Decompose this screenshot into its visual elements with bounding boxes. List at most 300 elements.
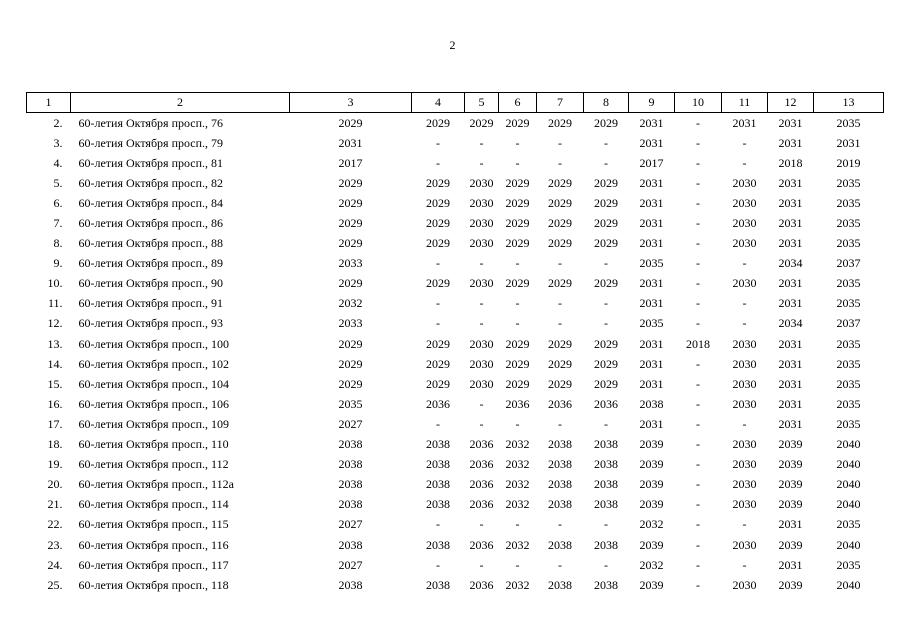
cell-col-4: 2038 bbox=[426, 537, 450, 552]
cell-col-13: 2040 bbox=[836, 437, 861, 452]
cell-col-12: 2034 bbox=[778, 316, 803, 331]
column-header: 3 bbox=[290, 93, 412, 113]
cell-col-11: - bbox=[742, 256, 747, 271]
cell-col-12: 2031 bbox=[778, 175, 803, 190]
cell-col-6: 2029 bbox=[505, 195, 530, 210]
cell-col-6: 2029 bbox=[505, 356, 530, 371]
table-row bbox=[27, 394, 884, 414]
cell-row-number: 21. bbox=[47, 497, 63, 512]
cell-col-9: 2017 bbox=[639, 155, 664, 170]
cell-col-3: 2031 bbox=[338, 135, 363, 150]
cell-address: 60-летия Октября просп., 81 bbox=[78, 155, 224, 170]
cell-col-7: - bbox=[558, 557, 562, 572]
cell-col-12: 2031 bbox=[778, 135, 803, 150]
cell-address: 60-летия Октября просп., 114 bbox=[78, 497, 229, 512]
cell-col-10: - bbox=[696, 477, 700, 492]
cell-col-5: 2036 bbox=[469, 477, 494, 492]
cell-col-7: - bbox=[558, 517, 562, 532]
cell-col-12: 2031 bbox=[778, 195, 803, 210]
cell-address: 60-летия Октября просп., 79 bbox=[78, 135, 224, 150]
cell-col-7: 2038 bbox=[548, 477, 572, 492]
cell-col-6: 2032 bbox=[505, 537, 530, 552]
column-header: 1 bbox=[27, 93, 71, 113]
table-row bbox=[27, 414, 884, 434]
table-row bbox=[27, 113, 884, 134]
cell-col-3: 2027 bbox=[338, 517, 363, 532]
cell-col-12: 2039 bbox=[778, 477, 803, 492]
cell-col-4: - bbox=[436, 316, 440, 331]
cell-col-9: 2039 bbox=[639, 437, 664, 452]
table-row bbox=[27, 314, 884, 334]
cell-col-8: 2029 bbox=[594, 236, 618, 251]
cell-col-5: - bbox=[479, 135, 484, 150]
cell-col-13: 2035 bbox=[836, 216, 861, 231]
cell-col-11: 2030 bbox=[732, 477, 757, 492]
cell-col-12: 2031 bbox=[778, 416, 803, 431]
cell-col-13: 2035 bbox=[836, 296, 861, 311]
cell-col-4: 2038 bbox=[426, 457, 450, 472]
cell-col-12: 2018 bbox=[778, 155, 803, 170]
cell-col-11: - bbox=[742, 557, 747, 572]
cell-address: 60-летия Октября просп., 93 bbox=[78, 316, 224, 331]
column-header: 10 bbox=[675, 93, 722, 113]
cell-col-6: 2032 bbox=[505, 477, 530, 492]
cell-address: 60-летия Октября просп., 112 bbox=[78, 457, 229, 472]
cell-col-11: 2031 bbox=[732, 115, 757, 130]
table-row bbox=[27, 374, 884, 394]
cell-col-9: 2032 bbox=[639, 517, 664, 532]
cell-col-11: - bbox=[742, 135, 747, 150]
table-row bbox=[27, 173, 884, 193]
cell-col-5: - bbox=[479, 155, 484, 170]
cell-col-10: - bbox=[696, 195, 700, 210]
cell-col-8: 2029 bbox=[594, 175, 618, 190]
cell-col-10: 2018 bbox=[686, 336, 710, 351]
cell-col-8: - bbox=[604, 517, 608, 532]
cell-col-10: - bbox=[696, 256, 700, 271]
cell-col-6: 2029 bbox=[505, 216, 530, 231]
cell-col-11: 2030 bbox=[732, 577, 757, 592]
table-row bbox=[27, 334, 884, 354]
cell-col-7: 2038 bbox=[548, 497, 572, 512]
cell-col-13: 2019 bbox=[836, 155, 861, 170]
cell-row-number: 16. bbox=[47, 396, 63, 411]
cell-col-8: 2029 bbox=[594, 376, 618, 391]
cell-col-6: 2029 bbox=[505, 276, 530, 291]
cell-col-4: 2029 bbox=[426, 236, 450, 251]
cell-row-number: 3. bbox=[53, 135, 63, 150]
table-row bbox=[27, 234, 884, 254]
cell-row-number: 18. bbox=[47, 437, 63, 452]
column-header: 2 bbox=[71, 93, 290, 113]
cell-col-13: 2035 bbox=[836, 175, 861, 190]
cell-row-number: 25. bbox=[47, 577, 63, 592]
cell-address: 60-летия Октября просп., 115 bbox=[78, 517, 229, 532]
cell-col-8: 2038 bbox=[594, 577, 618, 592]
cell-col-5: 2036 bbox=[469, 497, 494, 512]
cell-col-8: 2029 bbox=[594, 336, 618, 351]
table-row bbox=[27, 435, 884, 455]
cell-col-4: 2038 bbox=[426, 497, 450, 512]
cell-col-4: 2038 bbox=[426, 437, 450, 452]
cell-col-9: 2031 bbox=[639, 175, 664, 190]
column-header: 5 bbox=[465, 93, 499, 113]
cell-col-12: 2031 bbox=[778, 396, 803, 411]
cell-col-3: 2038 bbox=[338, 457, 363, 472]
cell-col-13: 2040 bbox=[836, 577, 861, 592]
cell-col-10: - bbox=[696, 236, 700, 251]
cell-col-3: 2029 bbox=[338, 115, 363, 130]
cell-col-7: 2036 bbox=[548, 396, 572, 411]
table-row bbox=[27, 535, 884, 555]
cell-col-3: 2029 bbox=[338, 376, 363, 391]
cell-address: 60-летия Октября просп., 106 bbox=[78, 396, 230, 411]
table-body bbox=[27, 113, 884, 596]
cell-col-6: 2029 bbox=[505, 336, 530, 351]
cell-col-6: 2036 bbox=[505, 396, 530, 411]
cell-col-7: - bbox=[558, 155, 562, 170]
cell-col-8: 2038 bbox=[594, 477, 618, 492]
cell-col-4: - bbox=[436, 296, 440, 311]
cell-col-13: 2040 bbox=[836, 537, 861, 552]
cell-col-4: 2029 bbox=[426, 376, 450, 391]
cell-col-5: - bbox=[479, 296, 484, 311]
cell-col-3: 2033 bbox=[338, 256, 363, 271]
cell-col-6: 2029 bbox=[505, 115, 530, 130]
cell-col-5: 2030 bbox=[469, 195, 494, 210]
cell-col-11: 2030 bbox=[732, 195, 757, 210]
cell-col-4: - bbox=[436, 517, 440, 532]
cell-col-8: - bbox=[604, 416, 608, 431]
cell-col-12: 2031 bbox=[778, 356, 803, 371]
cell-col-3: 2029 bbox=[338, 336, 363, 351]
cell-row-number: 2. bbox=[53, 115, 63, 130]
cell-col-5: 2030 bbox=[469, 376, 494, 391]
cell-address: 60-летия Октября просп., 112а bbox=[78, 477, 234, 492]
cell-col-3: 2038 bbox=[338, 537, 363, 552]
cell-col-8: - bbox=[604, 256, 608, 271]
cell-col-7: - bbox=[558, 296, 562, 311]
cell-row-number: 8. bbox=[53, 236, 63, 251]
table-row bbox=[27, 193, 884, 213]
cell-col-11: - bbox=[742, 155, 747, 170]
cell-address: 60-летия Октября просп., 86 bbox=[78, 216, 224, 231]
cell-col-4: 2029 bbox=[426, 115, 450, 130]
cell-col-11: - bbox=[742, 296, 747, 311]
cell-col-3: 2032 bbox=[338, 296, 363, 311]
column-header: 7 bbox=[537, 93, 584, 113]
header-row bbox=[27, 93, 884, 113]
cell-col-8: 2038 bbox=[594, 457, 618, 472]
cell-col-10: - bbox=[696, 517, 700, 532]
cell-row-number: 23. bbox=[47, 537, 63, 552]
table-row bbox=[27, 354, 884, 374]
cell-address: 60-летия Октября просп., 76 bbox=[78, 115, 224, 130]
cell-col-11: 2030 bbox=[732, 216, 757, 231]
cell-col-4: - bbox=[436, 416, 440, 431]
cell-col-3: 2038 bbox=[338, 477, 363, 492]
cell-col-8: 2038 bbox=[594, 537, 618, 552]
cell-col-9: 2031 bbox=[639, 376, 664, 391]
cell-col-12: 2039 bbox=[778, 577, 803, 592]
cell-row-number: 12. bbox=[47, 316, 63, 331]
cell-col-10: - bbox=[696, 376, 700, 391]
cell-col-8: 2038 bbox=[594, 497, 618, 512]
cell-col-13: 2035 bbox=[836, 557, 861, 572]
cell-col-6: - bbox=[515, 135, 520, 150]
cell-address: 60-летия Октября просп., 91 bbox=[78, 296, 224, 311]
cell-col-8: 2029 bbox=[594, 115, 618, 130]
cell-col-9: 2039 bbox=[639, 457, 664, 472]
cell-col-6: 2029 bbox=[505, 236, 530, 251]
cell-col-13: 2031 bbox=[836, 135, 861, 150]
cell-col-8: - bbox=[604, 296, 608, 311]
cell-col-4: 2038 bbox=[426, 577, 450, 592]
cell-col-5: 2036 bbox=[469, 577, 494, 592]
cell-col-12: 2034 bbox=[778, 256, 803, 271]
cell-col-12: 2031 bbox=[778, 115, 803, 130]
cell-address: 60-летия Октября просп., 90 bbox=[78, 276, 224, 291]
cell-col-13: 2040 bbox=[836, 457, 861, 472]
cell-col-3: 2038 bbox=[338, 577, 363, 592]
cell-col-12: 2039 bbox=[778, 497, 803, 512]
cell-col-8: 2036 bbox=[594, 396, 618, 411]
cell-col-5: 2030 bbox=[469, 276, 494, 291]
cell-col-11: 2030 bbox=[732, 457, 757, 472]
cell-col-10: - bbox=[696, 396, 700, 411]
cell-col-10: - bbox=[696, 437, 700, 452]
cell-col-9: 2031 bbox=[639, 195, 664, 210]
page-number: 2 bbox=[449, 38, 456, 52]
cell-col-11: 2030 bbox=[732, 437, 757, 452]
cell-col-4: - bbox=[436, 135, 440, 150]
cell-col-3: 2029 bbox=[338, 276, 363, 291]
cell-row-number: 19. bbox=[47, 457, 63, 472]
cell-row-number: 5. bbox=[53, 175, 63, 190]
cell-row-number: 13. bbox=[47, 336, 63, 351]
cell-col-10: - bbox=[696, 175, 700, 190]
cell-row-number: 7. bbox=[53, 216, 63, 231]
cell-col-6: - bbox=[515, 296, 520, 311]
table-row bbox=[27, 475, 884, 495]
cell-col-9: 2039 bbox=[639, 497, 664, 512]
cell-col-6: 2032 bbox=[505, 457, 530, 472]
cell-col-10: - bbox=[696, 416, 700, 431]
cell-col-9: 2031 bbox=[639, 356, 664, 371]
cell-col-10: - bbox=[696, 577, 700, 592]
cell-address: 60-летия Октября просп., 109 bbox=[78, 416, 230, 431]
cell-col-7: 2029 bbox=[548, 216, 572, 231]
cell-col-3: 2029 bbox=[338, 195, 363, 210]
cell-col-4: 2029 bbox=[426, 336, 450, 351]
cell-col-7: 2038 bbox=[548, 577, 572, 592]
cell-col-13: 2035 bbox=[836, 376, 861, 391]
column-header: 9 bbox=[629, 93, 675, 113]
cell-col-3: 2017 bbox=[338, 155, 363, 170]
cell-row-number: 11. bbox=[47, 296, 63, 311]
cell-col-8: 2038 bbox=[594, 437, 618, 452]
cell-col-8: 2029 bbox=[594, 356, 618, 371]
cell-col-3: 2029 bbox=[338, 236, 363, 251]
cell-col-4: 2029 bbox=[426, 276, 450, 291]
cell-col-7: 2029 bbox=[548, 236, 572, 251]
cell-col-9: 2031 bbox=[639, 135, 664, 150]
cell-col-3: 2033 bbox=[338, 316, 363, 331]
cell-address: 60-летия Октября просп., 102 bbox=[78, 356, 230, 371]
cell-col-5: - bbox=[479, 557, 484, 572]
table-row bbox=[27, 455, 884, 475]
cell-col-6: 2032 bbox=[505, 577, 530, 592]
cell-col-11: 2030 bbox=[732, 175, 757, 190]
cell-col-7: - bbox=[558, 316, 562, 331]
cell-col-10: - bbox=[696, 316, 700, 331]
cell-col-5: - bbox=[479, 256, 484, 271]
cell-col-11: 2030 bbox=[732, 537, 757, 552]
cell-col-5: 2030 bbox=[469, 356, 494, 371]
cell-col-13: 2035 bbox=[836, 336, 861, 351]
cell-row-number: 6. bbox=[53, 195, 63, 210]
cell-col-13: 2035 bbox=[836, 416, 861, 431]
cell-col-13: 2040 bbox=[836, 477, 861, 492]
cell-col-7: - bbox=[558, 416, 562, 431]
cell-col-5: 2030 bbox=[469, 175, 494, 190]
cell-col-10: - bbox=[696, 497, 700, 512]
cell-col-9: 2031 bbox=[639, 236, 664, 251]
cell-col-4: 2029 bbox=[426, 175, 450, 190]
cell-col-7: 2029 bbox=[548, 336, 572, 351]
cell-col-6: 2032 bbox=[505, 497, 530, 512]
cell-col-8: - bbox=[604, 135, 608, 150]
cell-col-4: 2029 bbox=[426, 195, 450, 210]
cell-col-9: 2035 bbox=[639, 316, 664, 331]
cell-col-9: 2039 bbox=[639, 477, 664, 492]
cell-col-13: 2035 bbox=[836, 356, 861, 371]
cell-col-13: 2035 bbox=[836, 276, 861, 291]
cell-col-7: 2038 bbox=[548, 537, 572, 552]
cell-col-11: - bbox=[742, 316, 747, 331]
cell-col-7: 2029 bbox=[548, 376, 572, 391]
cell-col-7: 2029 bbox=[548, 195, 572, 210]
cell-col-9: 2039 bbox=[639, 577, 664, 592]
cell-col-5: 2036 bbox=[469, 457, 494, 472]
cell-col-6: 2029 bbox=[505, 175, 530, 190]
cell-col-8: - bbox=[604, 316, 608, 331]
cell-col-12: 2031 bbox=[778, 336, 803, 351]
cell-address: 60-летия Октября просп., 110 bbox=[78, 437, 229, 452]
cell-col-8: 2029 bbox=[594, 216, 618, 231]
cell-col-6: - bbox=[515, 557, 520, 572]
cell-address: 60-летия Октября просп., 117 bbox=[78, 557, 229, 572]
cell-col-9: 2035 bbox=[639, 256, 664, 271]
cell-col-3: 2029 bbox=[338, 216, 363, 231]
cell-col-12: 2031 bbox=[778, 236, 803, 251]
cell-col-5: 2030 bbox=[469, 336, 494, 351]
cell-row-number: 24. bbox=[47, 557, 63, 572]
table-row bbox=[27, 133, 884, 153]
cell-col-9: 2031 bbox=[639, 416, 664, 431]
cell-col-5: 2030 bbox=[469, 236, 494, 251]
cell-row-number: 10. bbox=[47, 276, 63, 291]
cell-address: 60-летия Октября просп., 118 bbox=[78, 577, 229, 592]
cell-col-5: 2030 bbox=[469, 216, 494, 231]
cell-col-10: - bbox=[696, 135, 700, 150]
cell-col-4: 2029 bbox=[426, 216, 450, 231]
column-header: 12 bbox=[768, 93, 814, 113]
cell-col-8: 2029 bbox=[594, 195, 618, 210]
cell-col-10: - bbox=[696, 216, 700, 231]
cell-col-6: - bbox=[515, 416, 520, 431]
cell-col-7: 2038 bbox=[548, 437, 572, 452]
cell-col-6: 2029 bbox=[505, 376, 530, 391]
cell-address: 60-летия Октября просп., 88 bbox=[78, 236, 224, 251]
column-header: 11 bbox=[722, 93, 768, 113]
cell-col-9: 2031 bbox=[639, 296, 664, 311]
cell-col-10: - bbox=[696, 557, 700, 572]
cell-col-12: 2031 bbox=[778, 517, 803, 532]
cell-col-13: 2037 bbox=[836, 256, 861, 271]
cell-row-number: 9. bbox=[53, 256, 63, 271]
cell-col-13: 2035 bbox=[836, 195, 861, 210]
column-header: 6 bbox=[499, 93, 537, 113]
cell-col-7: - bbox=[558, 256, 562, 271]
cell-col-7: - bbox=[558, 135, 562, 150]
cell-col-11: 2030 bbox=[732, 356, 757, 371]
cell-col-13: 2035 bbox=[836, 236, 861, 251]
cell-col-9: 2032 bbox=[639, 557, 664, 572]
cell-col-12: 2031 bbox=[778, 557, 803, 572]
cell-col-7: 2029 bbox=[548, 115, 572, 130]
table-row bbox=[27, 515, 884, 535]
table-row bbox=[27, 495, 884, 515]
cell-col-6: - bbox=[515, 256, 520, 271]
cell-col-3: 2038 bbox=[338, 437, 363, 452]
cell-col-6: - bbox=[515, 316, 520, 331]
cell-col-3: 2038 bbox=[338, 497, 363, 512]
cell-col-3: 2029 bbox=[338, 356, 363, 371]
cell-col-9: 2031 bbox=[639, 216, 664, 231]
cell-col-9: 2038 bbox=[639, 396, 664, 411]
cell-col-11: 2030 bbox=[732, 497, 757, 512]
cell-col-10: - bbox=[696, 356, 700, 371]
cell-col-5: - bbox=[479, 316, 484, 331]
cell-col-10: - bbox=[696, 155, 700, 170]
cell-col-10: - bbox=[696, 457, 700, 472]
cell-col-6: - bbox=[515, 155, 520, 170]
cell-col-12: 2031 bbox=[778, 276, 803, 291]
cell-col-11: - bbox=[742, 416, 747, 431]
cell-col-10: - bbox=[696, 296, 700, 311]
cell-col-11: 2030 bbox=[732, 376, 757, 391]
cell-col-7: 2029 bbox=[548, 175, 572, 190]
cell-col-11: 2030 bbox=[732, 236, 757, 251]
table-row bbox=[27, 213, 884, 233]
cell-col-12: 2031 bbox=[778, 376, 803, 391]
cell-col-13: 2035 bbox=[836, 517, 861, 532]
cell-col-12: 2039 bbox=[778, 457, 803, 472]
cell-col-3: 2035 bbox=[338, 396, 363, 411]
cell-col-8: - bbox=[604, 155, 608, 170]
cell-col-6: 2032 bbox=[505, 437, 530, 452]
cell-col-10: - bbox=[696, 115, 700, 130]
cell-row-number: 20. bbox=[47, 477, 63, 492]
column-header: 8 bbox=[584, 93, 629, 113]
cell-col-6: - bbox=[515, 517, 520, 532]
cell-col-4: - bbox=[436, 256, 440, 271]
cell-col-5: - bbox=[479, 517, 484, 532]
cell-col-4: - bbox=[436, 155, 440, 170]
cell-col-5: - bbox=[479, 416, 484, 431]
cell-col-11: - bbox=[742, 517, 747, 532]
